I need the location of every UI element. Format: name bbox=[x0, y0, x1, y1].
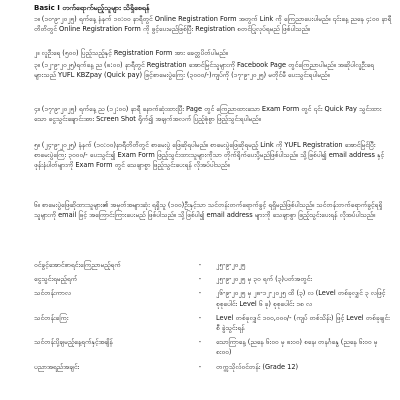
paragraph-text: ၂။ လူဦးရေ (၅၀၀) ပြည့်သည့်နှင့် Registration Form အား ခေတ္တပိတ်ပါမည်။ bbox=[34, 49, 228, 57]
row-label: ပညာအရည်အချင်း bbox=[34, 362, 80, 371]
paragraph-text: ၆။ စာမေးပွဲဖြေဆိုထားသူများ၏ အမှတ်အများဆုံး ရရှိသူ (၁၀၀)ဦးနှင့်သာ သင်တန်းတက်ရောက်ခွင့် ရရှိမည်ဖြစ်ပါသည်။ သင်တန်းတက်ရောက်ခွင့်ရရှိသူများကို email ဖြင့် အကြောင်းကြားပေးမည် ဖြစ်ပါသည်။ သို့ဖြစ်ပါ၍ email address များကို သေချာစွာ ဖြည့်သွင်းပေးရန် လိုအပ်ပါသည်။ bbox=[34, 201, 383, 220]
row-separator: - bbox=[198, 289, 202, 298]
row-value: ၂၆-၉-၂၀၂၅ မှ ၂၈-၁၂-၂၀၂၅ ထိ (၃) လ (Level တစ်ခုလျှင် ၃ လဖြင့် စုစုပေါင်း Level ၆ ခု) စုစုပေါင်း ၁၈ လ bbox=[216, 289, 386, 308]
paragraph-4 bbox=[34, 104, 392, 124]
paragraph-text: ၃။ (၁၂-၉-၂၀၂၅)ရက်နေ့ ည (၈:၀၀) နာရီတွင် Registration အောင်မြင်သူများကို Facebook Page တွင်ကြေညာပါမည်။ အဆိုပါလူဦးရေများသည် YUFL KBZpay (Quick pay) ဖြင့်စာမေးပွဲကြေး (၃၀၀၀/-)ကျပ်ကို (၁၇-၉-၂၀၂၅) မတိုင်မီ ပေးသွင်းရပါမည်။ bbox=[34, 61, 374, 80]
row-label: ငွေသွင်းရမည့်ရက် bbox=[34, 275, 78, 284]
course-info-table bbox=[34, 260, 392, 372]
row-label: သင်တန်းကြေး bbox=[34, 313, 69, 322]
table-row bbox=[34, 260, 392, 274]
paragraph-text: ၄။ (၁၇-၉-၂၀၂၅) ရက်နေ့ ည (၁၂:၀၀) နာရီ နောက်ဆုံးထားပြီး Page တွင် ကြေညာထားသော Exam Form တွင် ၎င်း Quick Pay သွင်းထားသော ငွေသွင်းချောင်းအား Screen Shot ရိုက်၍ အချက်အလက် ပြည့်စုံစွာ ဖြည့်သွင်းရပါမည်။ bbox=[34, 105, 382, 124]
table-row bbox=[34, 337, 392, 361]
row-value: ၂၅-၉-၂၀၂၅ bbox=[216, 261, 246, 269]
paragraph-2 bbox=[34, 48, 392, 58]
paragraph-1 bbox=[34, 14, 392, 34]
row-separator: - bbox=[198, 362, 202, 371]
row-separator: - bbox=[198, 261, 202, 269]
row-separator: - bbox=[198, 313, 202, 322]
paragraph-3 bbox=[34, 60, 392, 80]
paragraph-5 bbox=[34, 140, 392, 171]
row-value: Level တစ်ခုလျှင် ၁၀၀,၀၀၀/- (ကျပ် တစ်သိန်း) ဖြင့် Level တစ်ခုချင်းစီ ခွဲသွင်းရန် bbox=[216, 313, 390, 333]
document-heading: Basic I တက်ရောက်မည့်သူများ သိရှိစေရန် bbox=[34, 4, 150, 12]
row-value: ၂၅-၉-၂၀၂၅ မှ ၃၀ ရက် (၃)ပတ်အတွင်း bbox=[216, 275, 312, 284]
table-row bbox=[34, 274, 392, 288]
table-row bbox=[34, 313, 392, 337]
row-value: သောကြာနေ့ (ညနေ ၆း၀၀ မှ ၈း၀၀) စနေ၊ တနင်္ဂနွေ (ညနေ ၆း၀၀ မှ ၈း၀၀) bbox=[216, 338, 378, 357]
row-separator: - bbox=[198, 275, 202, 284]
row-separator: - bbox=[198, 338, 202, 347]
row-label: သင်တန်းကာလ bbox=[34, 289, 71, 298]
row-label: ဝင်ခွင့်အောင်စာရင်းကြေညာမည့်ရက် bbox=[34, 261, 121, 269]
paragraph-text: ၅။ (၂၄-၉-၂၀၂၅) နံနက် (၁၀:၀၀)နာရီတိတိတွင် စာမေးပွဲ ဖြေဆိုရပါမည်။ စာမေးပွဲဖြေဆိုရမည့် Link ကို YUFL Registration အောင်မြင်ပြီး စာမေးပွဲကြေး ၃၀၀၀/- ပေးသွင်း၍ Exam Form ဖြည့်သွင်းထားသူများကိုသာ တိုက်ရိုက်ပေးပို့မည်ဖြစ်ပါသည်။ သို့ဖြစ်ပါ၍ email address နှင့် ဖုန်းနံပါတ်များကို Exam Form တွင် သေချာစွာ ဖြည့်သွင်းပေးရန် လိုအပ်ပါသည်။ bbox=[34, 141, 385, 170]
row-value: တက္ကသိုလ်ဝင်တန်း (Grade 12) bbox=[216, 362, 299, 371]
table-row bbox=[34, 288, 392, 312]
table-row bbox=[34, 362, 392, 372]
row-label: သင်တန်းပို့ချမည့်နေ့ရက်နှင့်အချိန် bbox=[34, 338, 113, 347]
paragraph-text: ၁။ (၁၀-၉-၂၀၂၅) ရက်နေ့ နံနက် ၁၀:၀၀ နာရီတွင် Online Registration Form အတွက် Link ကို ကြေညာပေးပါမည်။ ၎င်းနေ့ ညနေ ၄:၀၀ နာရီတိတိတွင် Online Registration Form ကို ဖွင့်ပေးမည်ဖြစ်ပြီး Registration စတင်ပြုလုပ်ရမည် ဖြစ်ပါသည်။ bbox=[34, 15, 392, 34]
paragraph-6 bbox=[34, 200, 392, 220]
